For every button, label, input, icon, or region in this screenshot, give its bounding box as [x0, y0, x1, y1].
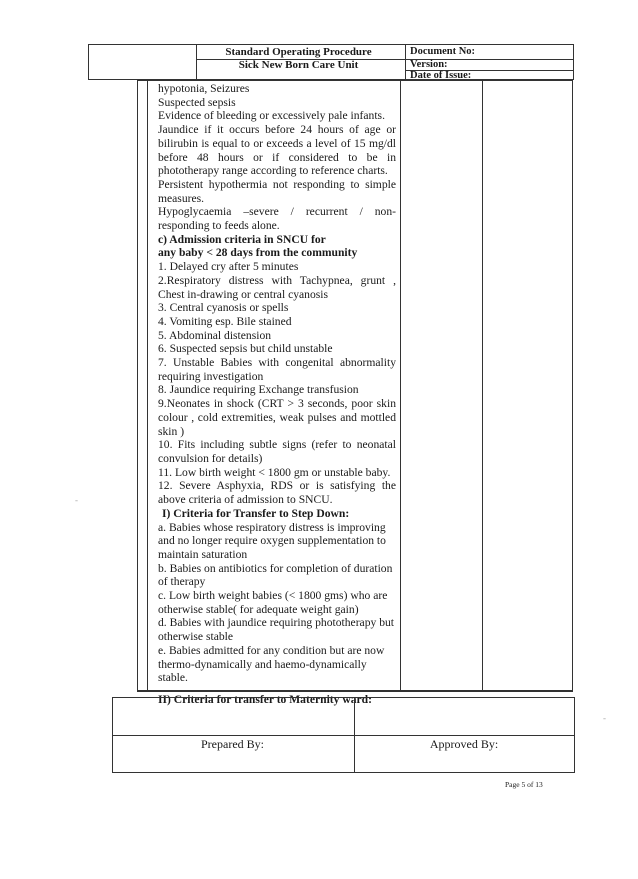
text-line: 9.Neonates in shock (CRT > 3 seconds, poor skin	[158, 397, 396, 411]
section-heading: I) Criteria for Transfer to Step Down:	[162, 506, 350, 520]
text-line: Chest in-drawing or central cyanosis	[158, 287, 328, 301]
text-line: before 48 hours or if considered to be in	[158, 150, 396, 164]
text-line: hypotonia, Seizures	[158, 82, 250, 95]
text-line: 4. Vomiting esp. Bile stained	[158, 314, 292, 328]
section-heading: c) Admission criteria in SNCU for	[158, 232, 326, 246]
text-line: of therapy	[158, 575, 206, 589]
text-line: c. Low birth weight babies (< 1800 gms) who are	[158, 589, 388, 603]
text-line: skin )	[158, 424, 185, 438]
text-line: 2.Respiratory distress with Tachypnea, grunt ,	[158, 273, 396, 287]
text-line: convulsion for details)	[158, 451, 263, 465]
text-line: 5. Abdominal distension	[158, 328, 272, 342]
text-line: responding to feeds alone.	[158, 219, 280, 233]
text-line: above criteria of admission to SNCU.	[158, 493, 333, 507]
text-line: a. Babies whose respiratory distress is improving	[158, 520, 386, 534]
scan-mark: -	[603, 713, 606, 723]
text-line: 7. Unstable Babies with congenital abnormality	[158, 356, 396, 370]
sop-title: Standard Operating Procedure	[225, 46, 372, 58]
header-divider	[405, 45, 406, 79]
text-line: Evidence of bleeding or excessively pale infants.	[158, 109, 385, 123]
table-column-divider	[482, 81, 483, 690]
version-label: Version:	[410, 59, 448, 70]
signature-table	[112, 697, 575, 773]
unit-name: Sick New Born Care Unit	[238, 59, 359, 71]
section-heading: II) Criteria for transfer to Maternity ward:	[158, 692, 372, 706]
date-of-issue-label: Date of Issue:	[410, 70, 472, 81]
section-heading: any baby < 28 days from the community	[158, 246, 358, 260]
signature-divider	[113, 735, 574, 736]
text-line: 1. Delayed cry after 5 minutes	[158, 260, 299, 274]
text-line: bilirubin is equal to or exceeds a level of 15 mg/dl	[158, 136, 396, 150]
scan-mark: -	[75, 495, 78, 505]
text-line: b. Babies on antibiotics for completion of duration	[158, 561, 393, 575]
text-line: Hypoglycaemia –severe / recurrent / non-	[158, 205, 396, 219]
text-line: Suspected sepsis	[158, 95, 236, 109]
text-line: and no longer require oxygen supplementation to	[158, 534, 386, 548]
text-line: colour , cold extremities, weak pulses and mottled	[158, 410, 396, 424]
document-no-label: Document No:	[410, 46, 476, 57]
procedure-text	[158, 82, 396, 707]
approved-by-label: Approved By:	[429, 737, 499, 751]
text-line: stable.	[158, 671, 188, 685]
table-column-divider	[147, 81, 148, 690]
text-line: Jaundice if it occurs before 24 hours of age or	[158, 123, 396, 137]
text-line: otherwise stable	[158, 630, 234, 644]
text-line: Persistent hypothermia not responding to simple	[158, 177, 396, 191]
text-line: 12. Severe Asphyxia, RDS or is satisfying the	[158, 479, 396, 493]
text-line: thermo-dynamically and haemo-dynamically	[158, 657, 367, 671]
text-line: 11. Low birth weight < 1800 gm or unstable baby.	[158, 465, 391, 479]
text-line: 8. Jaundice requiring Exchange transfusion	[158, 383, 359, 397]
text-line: e. Babies admitted for any condition but are now	[158, 643, 385, 657]
text-line: phototherapy range according to reference charts.	[158, 164, 388, 178]
text-line: maintain saturation	[158, 547, 248, 561]
text-line: measures.	[158, 191, 205, 205]
prepared-by-label: Prepared By:	[201, 737, 264, 751]
table-column-divider	[400, 81, 401, 690]
text-line: 3. Central cyanosis or spells	[158, 301, 289, 315]
page-number: Page 5 of 13	[505, 780, 543, 789]
text-line: 10. Fits including subtle signs (refer to neonatal	[158, 438, 396, 452]
text-line: 6. Suspected sepsis but child unstable	[158, 342, 333, 356]
text-line: otherwise stable( for adequate weight gain)	[158, 602, 359, 616]
text-line: requiring investigation	[158, 369, 264, 383]
text-line: d. Babies with jaundice requiring phototherapy but	[158, 616, 395, 630]
